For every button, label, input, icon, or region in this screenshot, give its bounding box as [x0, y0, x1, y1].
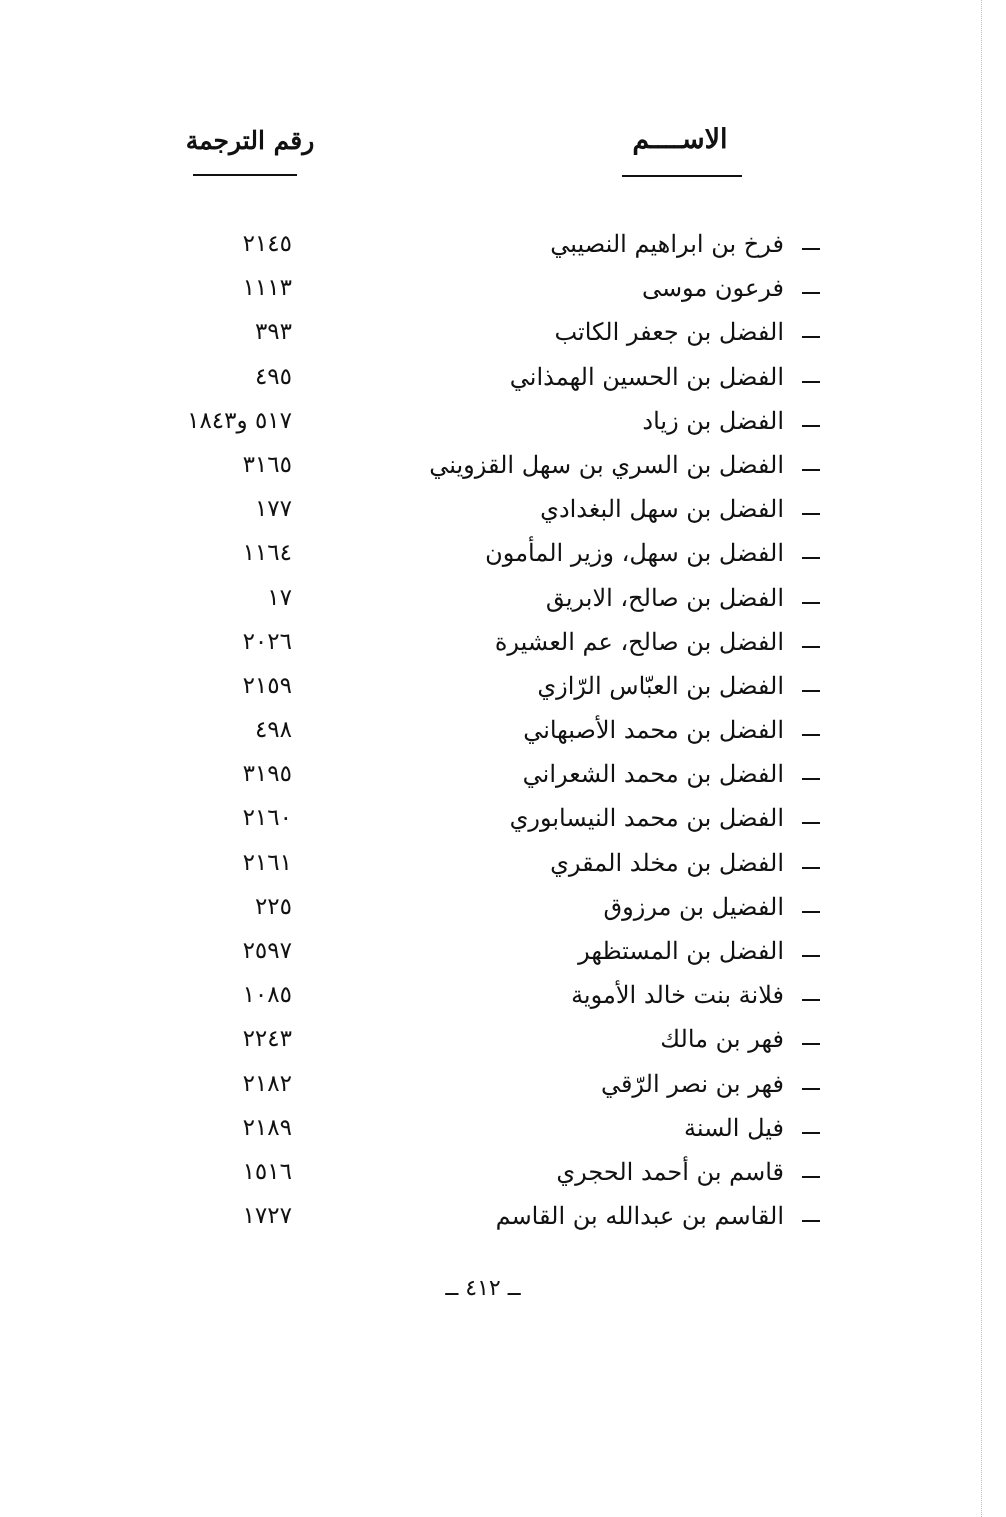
- index-entry-row: [0, 1196, 1006, 1240]
- index-entry-row: [0, 224, 1006, 268]
- entry-translation-number: ١٧٢٧: [242, 1203, 292, 1230]
- entry-dash: [802, 425, 820, 427]
- index-entry-row: [0, 268, 1006, 312]
- index-entry-row: [0, 1019, 1006, 1063]
- entry-translation-number: ٢٠٢٦: [242, 628, 292, 655]
- entry-translation-number: ١٧: [267, 584, 292, 611]
- name-column-header: الاســــم: [632, 124, 728, 155]
- entry-dash: [802, 955, 820, 957]
- entry-dash: [802, 1132, 820, 1134]
- entry-name: فهر بن مالك: [660, 1025, 784, 1054]
- index-entry-row: [0, 1064, 1006, 1108]
- entry-name: فرعون موسى: [641, 274, 784, 303]
- entry-translation-number: ٢١٦٠: [242, 805, 292, 832]
- entry-translation-number: ٢٢٤٣: [242, 1026, 292, 1053]
- index-entry-row: [0, 578, 1006, 622]
- entry-name: الفضل بن السري بن سهل القزويني: [429, 450, 784, 479]
- name-header-underline: [622, 175, 742, 177]
- index-entry-row: [0, 931, 1006, 975]
- entry-translation-number: ٣١٦٥: [242, 451, 292, 478]
- entry-translation-number: ١١٦٤: [242, 540, 292, 567]
- index-entry-row: [0, 357, 1006, 401]
- entry-name: الفضيل بن مرزوق: [603, 892, 784, 921]
- entry-name: الفضل بن جعفر الكاتب: [554, 318, 784, 347]
- entry-dash: [802, 1043, 820, 1045]
- number-column-header: رقم الترجمة: [185, 126, 315, 155]
- entry-dash: [802, 822, 820, 824]
- index-entry-row: [0, 843, 1006, 887]
- entry-translation-number: ١٥١٦: [242, 1158, 292, 1185]
- entry-translation-number: ٢١٤٥: [242, 231, 292, 257]
- entry-translation-number: ١١١٣: [242, 275, 292, 302]
- entry-name: الفضل بن العبّاس الرّازي: [537, 671, 784, 700]
- entry-name: القاسم بن عبدالله بن القاسم: [495, 1202, 784, 1231]
- entry-dash: [802, 602, 820, 604]
- entry-name: قاسم بن أحمد الحجري: [556, 1157, 784, 1186]
- index-entries-list: [0, 224, 1006, 1240]
- entry-translation-number: ٤٩٨: [254, 717, 292, 744]
- entry-translation-number: ٢١٨٢: [242, 1070, 292, 1097]
- index-entry-row: [0, 887, 1006, 931]
- entry-name: فهر بن نصر الرّقي: [600, 1069, 784, 1098]
- entry-translation-number: ٤٩٥: [254, 363, 292, 390]
- entry-name: فيل السنة: [683, 1113, 784, 1142]
- entry-dash: [802, 381, 820, 383]
- entry-dash: [802, 734, 820, 736]
- entry-translation-number: ٢١٨٩: [242, 1114, 292, 1141]
- entry-dash: [802, 1176, 820, 1178]
- index-entry-row: [0, 1152, 1006, 1196]
- entry-dash: [802, 513, 820, 515]
- index-entry-row: [0, 489, 1006, 533]
- entry-translation-number: ٢١٦١: [242, 849, 292, 876]
- entry-dash: [802, 469, 820, 471]
- entry-name: الفضل بن المستظهر: [578, 937, 784, 965]
- entry-translation-number: ٢٢٥: [254, 893, 292, 920]
- entry-translation-number: ١٠٨٥: [242, 982, 292, 1009]
- index-entry-row: [0, 754, 1006, 798]
- entry-name: الفضل بن الحسين الهمذاني: [509, 362, 784, 391]
- number-header-underline: [193, 174, 297, 176]
- entry-dash: [802, 690, 820, 692]
- entry-name: الفضل بن سهل، وزير المأمون: [485, 539, 784, 568]
- entry-name: الفضل بن محمد الأصبهاني: [523, 716, 784, 745]
- index-entry-row: [0, 533, 1006, 577]
- entry-dash: [802, 336, 820, 338]
- entry-dash: [802, 867, 820, 869]
- index-entry-row: [0, 666, 1006, 710]
- entry-name: فلانة بنت خالد الأموية: [571, 981, 784, 1010]
- entry-name: فرخ بن ابراهيم النصيبي: [550, 230, 784, 258]
- entry-dash: [802, 292, 820, 294]
- index-entry-row: [0, 312, 1006, 356]
- entry-translation-number: ٢٥٩٧: [242, 938, 292, 964]
- entry-dash: [802, 557, 820, 559]
- entry-translation-number: ٢١٥٩: [242, 672, 292, 699]
- entry-name: الفضل بن صالح، الابريق: [545, 583, 784, 612]
- index-entry-row: [0, 445, 1006, 489]
- entry-name: الفضل بن صالح، عم العشيرة: [494, 627, 784, 656]
- entry-translation-number: ٣٩٣: [254, 319, 292, 346]
- entry-dash: [802, 911, 820, 913]
- index-entry-row: [0, 975, 1006, 1019]
- index-entry-row: [0, 401, 1006, 445]
- page-number: ــ ٤١٢ ــ: [445, 1276, 521, 1301]
- entry-name: الفضل بن محمد النيسابوري: [509, 804, 784, 833]
- index-entry-row: [0, 1108, 1006, 1152]
- entry-translation-number: ٣١٩٥: [242, 761, 292, 788]
- entry-dash: [802, 248, 820, 250]
- entry-translation-number: ١٧٧: [254, 496, 292, 523]
- index-entry-row: [0, 710, 1006, 754]
- entry-name: الفضل بن زياد: [642, 406, 784, 435]
- entry-name: الفضل بن مخلد المقري: [550, 848, 784, 877]
- index-entry-row: [0, 798, 1006, 842]
- entry-dash: [802, 999, 820, 1001]
- entry-translation-number: ٥١٧ و١٨٤٣: [187, 407, 292, 434]
- entry-dash: [802, 1220, 820, 1222]
- entry-dash: [802, 778, 820, 780]
- entry-dash: [802, 1088, 820, 1090]
- entry-name: الفضل بن محمد الشعراني: [522, 760, 784, 789]
- entry-name: الفضل بن سهل البغدادي: [540, 495, 784, 524]
- index-entry-row: [0, 622, 1006, 666]
- entry-dash: [802, 646, 820, 648]
